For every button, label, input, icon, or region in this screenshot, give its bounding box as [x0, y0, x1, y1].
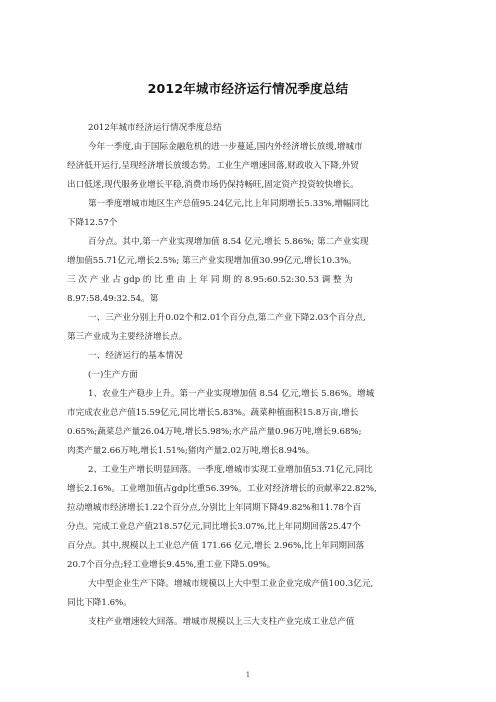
text-line: 2、工业生产增长明显回落。一季度,增城市实现工业增加值53.71亿元,同比 [88, 465, 373, 475]
text-line: 增长2.16%。工业增加值占gdp比重56.39%。工业对经济增长的贡献率22.82%, [67, 484, 377, 494]
text-line: 支柱产业增速较大回落。增城市规模以上三大支柱产业完成工业总产值 [88, 617, 355, 627]
page-number: 1 [245, 671, 251, 679]
text-line: 出口低迷,现代服务业增长平稳,消费市场仍保持畅旺,固定资产投资较快增长。 [67, 180, 359, 190]
text-line: 增加值55.71亿元,增长2.5%; 第三产业实现增加值30.99亿元,增长10.3%。 [67, 256, 357, 266]
text-line: 今年一季度,由于国际金融危机的进一步蔓延,国内外经济增长放缓,增城市 [88, 142, 363, 152]
text-line: 第三产业成为主要经济增长点。 [67, 332, 188, 342]
text-line: 经济低开运行,呈现经济增长放缓态势。工业生产增速回落,财政收入下降,外贸 [67, 161, 359, 171]
document-body [67, 119, 430, 632]
text-line: 肉类产量2.66万吨,增长1.51%;猪肉产量2.02万吨,增长8.94%。 [67, 446, 315, 456]
text-line: 市完成农业总产值15.59亿元,同比增长5.83%。蔬菜种植面积15.8万亩,增长 [67, 408, 359, 418]
text-line: 第一季度增城市地区生产总值95.24亿元,比上年同期增长5.33%,增幅同比 [88, 199, 369, 209]
text-line: 0.65%;蔬菜总产量26.04万吨,增长5.98%;水产品产量0.96万吨,增长9.68%; [67, 427, 362, 437]
text-line: 大中型企业生产下降。增城市规模以上大中型工业企业完成产值100.3亿元, [88, 579, 374, 589]
section-heading: 一、经济运行的基本情况 [88, 351, 183, 361]
text-line: 三 次 产 业 占 gdp 的 比 重 由 上 年 同 期 的 8.95:60.52:30.53 调 整 为 [67, 275, 353, 285]
text-line: 下降12.57个 [67, 218, 118, 228]
text-line: 分点。完成工业总产值218.57亿元,同比增长3.07%,比上年同期回落25.47个 [67, 522, 361, 532]
text-line: 拉动增城市经济增长1.22个百分点,分别比上年同期下降49.82%和11.78个百 [67, 503, 362, 513]
text-line: 2012年城市经济运行情况季度总结 [88, 123, 222, 133]
text-line: 一、三产业分别上升0.02个和2.01个百分点,第二产业下降2.03个百分点, [88, 313, 366, 323]
text-line: 1、农业生产稳步上升。第一产业实现增加值 8.54 亿元,增长 5.86%。增城 [88, 389, 375, 399]
text-line: 百分点。其中,规模以上工业总产值 171.66 亿元,增长 2.96%,比上年同期回落 [67, 541, 365, 551]
text-line: 8.97:58.49:32.54。第 [67, 294, 159, 304]
text-line: 百分点。其中,第一产业实现增加值 8.54 亿元,增长 5.86%; 第二产业实现 [88, 237, 369, 247]
subsection-heading: (一)生产方面 [88, 370, 138, 380]
text-line: 同比下降1.6%。 [67, 598, 132, 608]
document-title: 2012年城市经济运行情况季度总结 [147, 81, 349, 96]
text-line: 20.7个百分点;轻工业增长9.45%,重工业下降5.09%。 [67, 560, 276, 570]
